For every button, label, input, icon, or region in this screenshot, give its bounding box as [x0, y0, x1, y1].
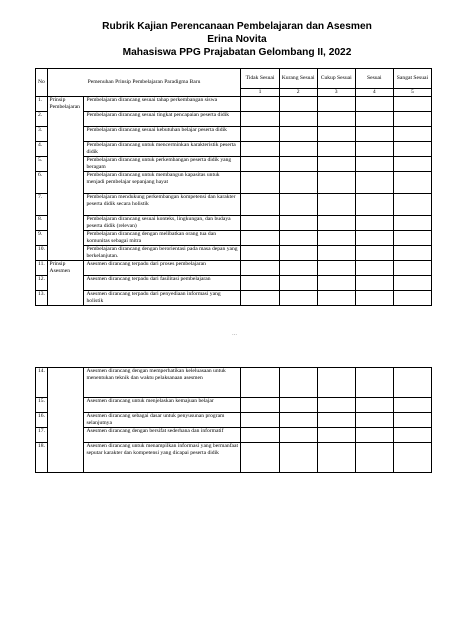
score-cell[interactable]: [317, 291, 355, 306]
score-cell[interactable]: [393, 127, 431, 142]
author-affiliation: Mahasiswa PPG Prajabatan Gelombang II, 2022: [122, 47, 352, 58]
row-number: 4.: [36, 142, 48, 157]
score-cell[interactable]: [279, 276, 317, 291]
rubric-table-page2: [35, 367, 432, 473]
score-cell[interactable]: [317, 142, 355, 157]
score-cell[interactable]: [279, 291, 317, 306]
table-row: [36, 194, 432, 216]
doc-title: Rubrik Kajian Perencanaan Pembelajaran dan Asesmen: [102, 21, 372, 32]
table-row: [36, 413, 432, 428]
score-cell[interactable]: [279, 172, 317, 194]
score-cell[interactable]: [355, 142, 393, 157]
criterion-text: Asesmen dirancang terpadu dari penyediaan informasi yang holistik: [84, 291, 241, 306]
criterion-text: Pembelajaran dirancang dengan melibatkan orang tua dan komunitas sebagai mitra: [84, 231, 241, 246]
row-number: 8.: [36, 216, 48, 231]
criterion-text: Pembelajaran dirancang sesuai konteks, lingkungan, dan budaya peserta didik (relevan): [84, 216, 241, 231]
score-cell[interactable]: [393, 368, 431, 398]
score-cell[interactable]: [241, 172, 279, 194]
row-number: 12.: [36, 276, 48, 291]
row-number: 9.: [36, 231, 48, 246]
score-cell[interactable]: [279, 413, 317, 428]
score-cell[interactable]: [241, 398, 279, 413]
score-cell[interactable]: [279, 97, 317, 112]
table-row: [36, 291, 432, 306]
criterion-text: Asesmen dirancang dengan memperhatikan keleluasaan untuk menentukan teknik dan waktu pelaksanaan asesmen: [84, 368, 241, 398]
score-cell[interactable]: [317, 157, 355, 172]
row-number: 11.: [36, 261, 48, 276]
row-number: 14.: [36, 368, 48, 398]
criterion-text: Pembelajaran dirancang sesuai tahap perkembangan siswa: [84, 97, 241, 112]
score-cell[interactable]: [317, 368, 355, 398]
score-cell[interactable]: [279, 157, 317, 172]
score-cell[interactable]: [317, 216, 355, 231]
table-row: [36, 231, 432, 246]
category-pembelajaran: Prinsip Pembelajaran: [47, 97, 84, 261]
score-cell[interactable]: [393, 172, 431, 194]
score-cell[interactable]: [393, 194, 431, 216]
score-cell[interactable]: [317, 398, 355, 413]
score-cell[interactable]: [393, 216, 431, 231]
score-cell[interactable]: [317, 276, 355, 291]
header-description: Pemenuhan Prinsip Pembelajaran Paradigma Baru: [47, 69, 241, 97]
row-number: 17.: [36, 428, 48, 443]
score-cell[interactable]: [355, 97, 393, 112]
criterion-text: Pembelajaran dirancang dengan berorientasi pada masa depan yang berkelanjutan.: [84, 246, 241, 261]
score-cell[interactable]: [279, 428, 317, 443]
score-cell[interactable]: [241, 216, 279, 231]
table-row: [36, 428, 432, 443]
score-cell[interactable]: [317, 413, 355, 428]
header-score-1: Tidak Sesuai: [241, 69, 279, 89]
score-cell[interactable]: [355, 194, 393, 216]
score-cell[interactable]: [393, 246, 431, 261]
score-cell[interactable]: [355, 291, 393, 306]
row-number: 7.: [36, 194, 48, 216]
header-no: No: [36, 69, 48, 97]
score-cell[interactable]: [241, 368, 279, 398]
criterion-text: Asesmen dirancang terpadu dari fasilitasi pembelajaran: [84, 276, 241, 291]
header-score-2: Kurang Sesuai: [279, 69, 317, 89]
score-cell[interactable]: [317, 231, 355, 246]
score-cell[interactable]: [241, 246, 279, 261]
score-number-5: 5: [393, 89, 431, 97]
author-name: Erina Novita: [207, 34, 267, 45]
score-cell[interactable]: [393, 413, 431, 428]
score-cell[interactable]: [317, 261, 355, 276]
score-cell[interactable]: [355, 246, 393, 261]
score-cell[interactable]: [241, 428, 279, 443]
table-row: [36, 276, 432, 291]
score-cell[interactable]: [393, 276, 431, 291]
score-cell[interactable]: [393, 112, 431, 127]
score-cell[interactable]: [241, 261, 279, 276]
category-asesmen: Prinsip Asesmen: [47, 261, 84, 306]
score-cell[interactable]: [355, 127, 393, 142]
row-number: 16.: [36, 413, 48, 428]
table-row: [36, 443, 432, 473]
score-cell[interactable]: [393, 428, 431, 443]
score-cell[interactable]: [393, 231, 431, 246]
score-cell[interactable]: [317, 112, 355, 127]
score-cell[interactable]: [355, 398, 393, 413]
criterion-text: Pembelajaran mendukung perkembangan kompetensi dan karakter peserta didik secara holistik: [84, 194, 241, 216]
header-score-5: Sangat Sesuai: [393, 69, 431, 89]
score-cell[interactable]: [393, 142, 431, 157]
score-cell[interactable]: [317, 246, 355, 261]
score-cell[interactable]: [393, 97, 431, 112]
score-cell[interactable]: [279, 127, 317, 142]
score-cell[interactable]: [393, 291, 431, 306]
criterion-text: Pembelajaran dirancang untuk perkembangan peserta didik yang beragam: [84, 157, 241, 172]
row-number: 3.: [36, 127, 48, 142]
table-row: [36, 97, 432, 112]
score-cell[interactable]: [317, 194, 355, 216]
criterion-text: Pembelajaran dirancang sesuai kebutuhan belajar peserta didik: [84, 127, 241, 142]
score-cell[interactable]: [393, 443, 431, 473]
category-asesmen-continued: [47, 368, 84, 473]
score-cell[interactable]: [393, 157, 431, 172]
score-number-3: 3: [317, 89, 355, 97]
score-cell[interactable]: [355, 428, 393, 443]
score-cell[interactable]: [279, 246, 317, 261]
score-number-4: 4: [355, 89, 393, 97]
score-cell[interactable]: [355, 231, 393, 246]
table-row: [36, 127, 432, 142]
criterion-text: Pembelajaran dirancang sesuai tingkat pencapaian peserta didik: [84, 112, 241, 127]
score-cell[interactable]: [393, 261, 431, 276]
table-row: [36, 157, 432, 172]
score-cell[interactable]: [241, 276, 279, 291]
row-number: 6.: [36, 172, 48, 194]
score-cell[interactable]: [317, 97, 355, 112]
criterion-text: Asesmen dirancang dengan bersifat sederhana dan informatif: [84, 428, 241, 443]
score-cell[interactable]: [241, 291, 279, 306]
score-cell[interactable]: [279, 398, 317, 413]
row-number: 5.: [36, 157, 48, 172]
criterion-text: Asesmen dirancang untuk menjelaskan kemajuan belajar: [84, 398, 241, 413]
table-row: [36, 398, 432, 413]
row-number: 15.: [36, 398, 48, 413]
score-cell[interactable]: [355, 112, 393, 127]
score-cell[interactable]: [279, 231, 317, 246]
criterion-text: Pembelajaran dirancang untuk membangun kapasitas untuk menjadi pembelajar sepanjang hayat: [84, 172, 241, 194]
score-cell[interactable]: [355, 443, 393, 473]
score-cell[interactable]: [241, 157, 279, 172]
score-cell[interactable]: [317, 127, 355, 142]
table-row: [36, 246, 432, 261]
criterion-text: Asesmen dirancang untuk menampilkan informasi yang bermanfaat seputar karakter dan kompetensi yang dicapai peserta didik: [84, 443, 241, 473]
criterion-text: Asesmen dirancang sebagai dasar untuk penyusunan program selanjutnya: [84, 413, 241, 428]
score-cell[interactable]: [355, 261, 393, 276]
score-cell[interactable]: [279, 443, 317, 473]
header-score-3: Cukup Sesuai: [317, 69, 355, 89]
score-cell[interactable]: [317, 428, 355, 443]
document-header: [0, 20, 474, 59]
row-number: 10.: [36, 246, 48, 261]
score-number-1: 1: [241, 89, 279, 97]
table-row: [36, 142, 432, 157]
score-cell[interactable]: [241, 443, 279, 473]
table-row: [36, 172, 432, 194]
score-cell[interactable]: [241, 112, 279, 127]
score-cell[interactable]: [355, 413, 393, 428]
score-cell[interactable]: [241, 231, 279, 246]
score-cell[interactable]: [279, 112, 317, 127]
criterion-text: Asesmen dirancang terpadu dari proses pembelajaran: [84, 261, 241, 276]
score-cell[interactable]: [241, 97, 279, 112]
table-row: [36, 216, 432, 231]
rubric-table-page1: [35, 68, 432, 306]
criterion-text: Pembelajaran dirancang untuk mencerminkan karakteristik peserta didik: [84, 142, 241, 157]
page-break-marker: ...: [232, 331, 238, 337]
table-row: [36, 368, 432, 398]
score-cell[interactable]: [355, 368, 393, 398]
row-number: 2.: [36, 112, 48, 127]
score-cell[interactable]: [241, 127, 279, 142]
table-row: [36, 112, 432, 127]
score-cell[interactable]: [317, 443, 355, 473]
score-cell[interactable]: [393, 398, 431, 413]
row-number: 18.: [36, 443, 48, 473]
header-score-4: Sesuai: [355, 69, 393, 89]
score-number-2: 2: [279, 89, 317, 97]
score-cell[interactable]: [241, 413, 279, 428]
score-cell[interactable]: [355, 216, 393, 231]
score-cell[interactable]: [241, 194, 279, 216]
score-cell[interactable]: [279, 261, 317, 276]
row-number: 13.: [36, 291, 48, 306]
score-cell[interactable]: [241, 142, 279, 157]
score-cell[interactable]: [279, 216, 317, 231]
score-cell[interactable]: [279, 368, 317, 398]
row-number: 1.: [36, 97, 48, 112]
score-cell[interactable]: [355, 276, 393, 291]
table-row: [36, 261, 432, 276]
score-cell[interactable]: [279, 194, 317, 216]
score-cell[interactable]: [279, 142, 317, 157]
score-cell[interactable]: [317, 172, 355, 194]
score-cell[interactable]: [355, 172, 393, 194]
score-cell[interactable]: [355, 157, 393, 172]
